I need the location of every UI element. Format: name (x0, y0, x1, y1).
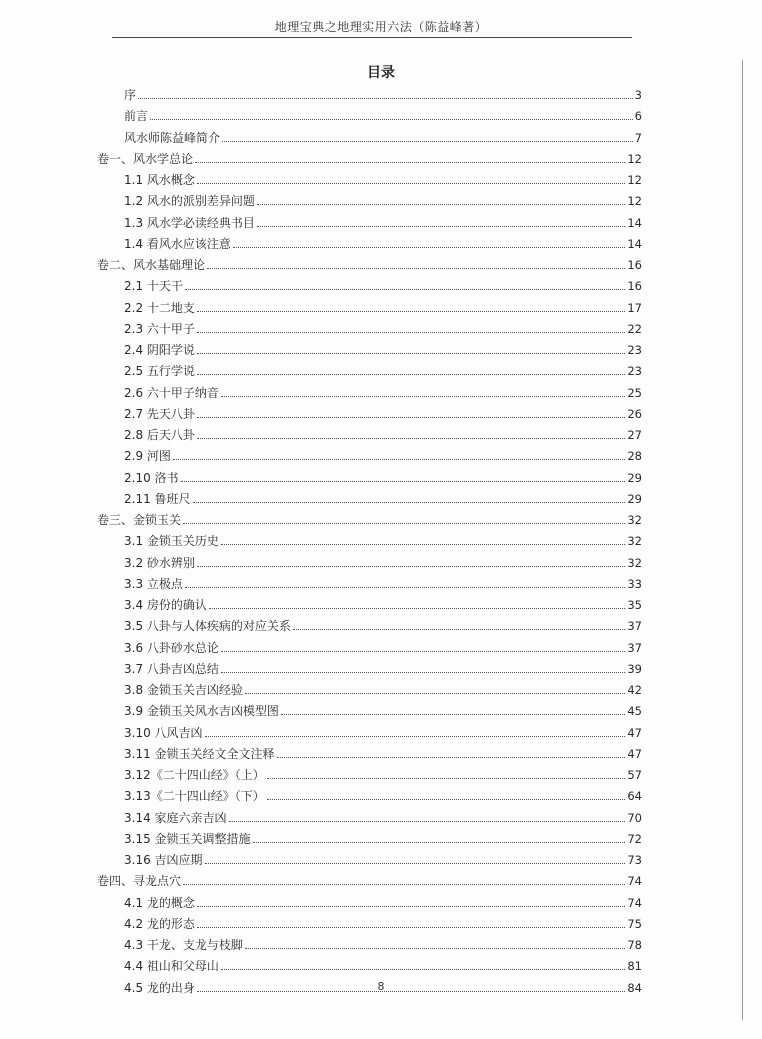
toc-entry-page: 32 (627, 513, 642, 527)
page-number: 8 (377, 980, 385, 993)
toc-entry-page: 35 (627, 598, 642, 612)
toc-entry-page: 29 (627, 470, 642, 485)
toc-entry-label: 3.3 立极点 (124, 576, 183, 591)
dot-leader (197, 906, 625, 907)
dot-leader (207, 268, 625, 269)
toc-entry-page: 74 (627, 895, 642, 910)
toc-entry-label: 3.14 家庭六亲吉凶 (124, 810, 227, 825)
toc-entry-page: 81 (627, 959, 642, 974)
toc-entry-page: 7 (634, 130, 642, 145)
toc-entry-label: 4.3 干龙、支龙与枝脚 (124, 938, 243, 952)
dot-leader (197, 353, 625, 354)
toc-entry-row (124, 297, 642, 315)
toc-entry-page: 23 (627, 364, 642, 379)
toc-entry-label: 2.1 十天干 (124, 279, 183, 294)
toc-title: 目录 (367, 65, 395, 81)
toc-entry-label: 4.4 祖山和父母山 (124, 959, 219, 974)
dot-leader (195, 162, 625, 163)
dot-leader (197, 311, 625, 312)
toc-entry-page: 16 (627, 279, 642, 294)
toc-entry-row (124, 892, 642, 910)
toc-entry-row (124, 807, 642, 825)
toc-entry-row (124, 530, 642, 548)
toc-entry-page: 17 (627, 300, 642, 315)
toc-entry-row (124, 233, 642, 251)
toc-entry-page: 47 (627, 725, 642, 740)
toc-entry-label: 卷二、风水基础理论 (97, 258, 206, 272)
toc-entry-label: 3.10 八风吉凶 (124, 725, 203, 740)
dot-leader (257, 204, 625, 205)
dot-leader (221, 672, 625, 673)
toc-entry-label: 2.6 六十甲子纳音 (124, 385, 219, 400)
toc-entry-label: 3.4 房份的确认 (124, 598, 207, 612)
toc-entry-page: 32 (627, 555, 642, 570)
dot-leader (197, 438, 625, 439)
toc-entry-label: 1.1 风水概念 (124, 173, 195, 187)
dot-leader (221, 396, 625, 397)
dot-leader (205, 863, 626, 864)
toc-entry-row (124, 679, 642, 697)
toc-entry-row (124, 573, 642, 591)
toc-entry-page: 25 (627, 385, 642, 400)
toc-section-row (97, 509, 642, 527)
dot-leader (183, 884, 625, 885)
dot-leader (205, 736, 626, 737)
page-edge-line (742, 60, 743, 1020)
toc-entry-page: 33 (627, 576, 642, 591)
toc-entry-page: 64 (627, 789, 642, 804)
toc-entry-label: 3.9 金锁玉关风水吉凶模型图 (124, 704, 279, 719)
toc-entry-page: 39 (627, 661, 642, 676)
dot-leader (267, 799, 626, 800)
toc-entry-label: 2.3 六十甲子 (124, 321, 195, 336)
dot-leader (197, 417, 625, 418)
toc-entry-label: 3.6 八卦砂水总论 (124, 640, 219, 655)
toc-entry-row (124, 169, 642, 187)
toc-entry-label: 风水师陈益峰简介 (124, 130, 221, 145)
dot-leader (138, 98, 633, 99)
toc-entry-label: 1.2 风水的派别差异问题 (124, 194, 255, 209)
toc-section-row (97, 148, 642, 166)
toc-entry-row (124, 105, 642, 123)
toc-entry-page: 73 (627, 853, 642, 867)
dot-leader (222, 141, 633, 142)
toc-entry-page: 12 (627, 194, 642, 209)
toc-entry-page: 72 (627, 831, 642, 846)
toc-entry-page: 22 (627, 321, 642, 336)
toc-entry-page: 14 (627, 236, 642, 251)
toc-entry-label: 4.2 龙的形态 (124, 916, 195, 931)
running-header: 地理宝典之地理实用六法（陈益峰著） (274, 20, 488, 34)
dot-leader (293, 629, 625, 630)
dot-leader (221, 969, 625, 970)
toc-entry-label: 2.4 阴阳学说 (124, 343, 195, 357)
toc-entry-row (124, 84, 642, 102)
dot-leader (185, 289, 625, 290)
dot-leader (221, 544, 625, 545)
toc-entry-label: 2.10 洛书 (124, 470, 179, 485)
toc-entry-page: 32 (627, 534, 642, 549)
toc-entry-page: 14 (627, 215, 642, 230)
toc-entry-page: 3 (634, 88, 642, 102)
toc-entry-row (124, 934, 642, 952)
toc-entry-label: 3.5 八卦与人体疾病的对应关系 (124, 619, 291, 634)
toc-entry-label: 2.2 十二地支 (124, 300, 195, 315)
toc-entry-row (124, 785, 642, 803)
dot-leader (197, 332, 625, 333)
toc-entry-page: 37 (627, 640, 642, 655)
toc-entry-row (124, 339, 642, 357)
dot-leader (197, 183, 625, 184)
dot-leader (233, 247, 625, 248)
toc-entry-page: 37 (627, 619, 642, 634)
toc-entry-label: 1.4 看风水应该注意 (124, 236, 231, 251)
toc-entry-page: 45 (627, 704, 642, 719)
dot-leader (173, 459, 625, 460)
toc-entry-row (124, 488, 642, 506)
toc-entry-row (124, 212, 642, 230)
dot-leader (183, 523, 625, 524)
toc-entry-row (124, 190, 642, 208)
toc-entry-label: 3.13《二十四山经》（下） (124, 789, 265, 804)
dot-leader (150, 119, 633, 120)
toc-entry-label: 2.7 先天八卦 (124, 406, 195, 421)
toc-entry-row (124, 127, 642, 145)
dot-leader (245, 948, 625, 949)
toc-entry-label: 3.1 金锁玉关历史 (124, 534, 219, 549)
toc-entry-label: 序 (124, 88, 137, 102)
dot-leader (181, 481, 626, 482)
toc-entry-row (124, 275, 642, 293)
toc-entry-page: 78 (627, 938, 642, 952)
toc-entry-label: 2.11 鲁班尺 (124, 491, 191, 506)
toc-entry-label: 2.8 后天八卦 (124, 428, 195, 442)
toc-entry-row (124, 913, 642, 931)
toc-entry-page: 27 (627, 428, 642, 442)
toc-entry-row (124, 722, 642, 740)
toc-entry-label: 3.7 八卦吉凶总结 (124, 661, 219, 676)
toc-entry-page: 12 (627, 151, 642, 166)
header-rule (112, 37, 632, 38)
toc-entry-row (124, 445, 642, 463)
dot-leader (221, 651, 625, 652)
toc-entry-label: 2.9 河图 (124, 449, 171, 464)
toc-entry-page: 84 (627, 980, 642, 995)
toc-entry-page: 75 (627, 916, 642, 931)
dot-leader (229, 821, 626, 822)
toc-entry-label: 3.15 金锁玉关调整措施 (124, 831, 251, 846)
toc-entry-label: 2.5 五行学说 (124, 364, 195, 379)
toc-entry-label: 卷三、金锁玉关 (97, 513, 182, 527)
toc-entry-row (124, 467, 642, 485)
toc-entry-page: 16 (627, 258, 642, 272)
toc-entry-row (124, 615, 642, 633)
dot-leader (281, 714, 625, 715)
toc-entry-row (124, 764, 642, 782)
toc-entry-row (124, 403, 642, 421)
toc-entry-row (124, 658, 642, 676)
toc-entry-row (124, 700, 642, 718)
dot-leader (185, 587, 625, 588)
toc-entry-row (124, 849, 642, 867)
toc-entry-row (124, 360, 642, 378)
toc-entry-label: 卷一、风水学总论 (97, 151, 194, 166)
toc-entry-page: 29 (627, 491, 642, 506)
dot-leader (253, 842, 626, 843)
dot-leader (245, 693, 625, 694)
toc-entry-label: 3.12《二十四山经》（上） (124, 768, 265, 782)
toc-entry-row (124, 637, 642, 655)
toc-entry-page: 47 (627, 746, 642, 761)
toc-entry-page: 70 (627, 810, 642, 825)
toc-entry-label: 4.5 龙的出身 (124, 980, 195, 995)
toc-entry-row (124, 382, 642, 400)
toc-entry-page: 42 (627, 683, 642, 697)
toc-entry-page: 26 (627, 406, 642, 421)
toc-entry-page: 6 (634, 109, 642, 124)
toc-entry-page: 28 (627, 449, 642, 464)
dot-leader (193, 502, 626, 503)
toc-section-row (97, 870, 642, 888)
toc-entry-label: 3.16 吉凶应期 (124, 853, 203, 867)
toc-entry-row (124, 955, 642, 973)
toc-entry-label: 前言 (124, 109, 149, 124)
dot-leader (197, 566, 625, 567)
dot-leader (197, 927, 625, 928)
toc-entry-row (124, 424, 642, 442)
dot-leader (197, 374, 625, 375)
toc-section-row (97, 254, 642, 272)
toc-entry-page: 23 (627, 343, 642, 357)
toc-entry-label: 卷四、寻龙点穴 (97, 874, 182, 889)
dot-leader (277, 757, 626, 758)
toc-entry-row (124, 594, 642, 612)
toc-entry-page: 12 (627, 173, 642, 187)
toc-entry-label: 4.1 龙的概念 (124, 895, 195, 910)
toc-entry-row (124, 552, 642, 570)
toc-entry-label: 1.3 风水学必读经典书目 (124, 215, 255, 230)
toc-entry-label: 3.8 金锁玉关吉凶经验 (124, 683, 243, 697)
toc-entry-row (124, 318, 642, 336)
toc-entry-page: 74 (627, 874, 642, 889)
dot-leader (257, 226, 625, 227)
toc-entry-row (124, 828, 642, 846)
toc-entry-label: 3.2 砂水辨别 (124, 555, 195, 570)
dot-leader (209, 608, 625, 609)
toc-entry-label: 3.11 金锁玉关经文全文注释 (124, 746, 275, 761)
toc-entry-page: 57 (627, 768, 642, 782)
dot-leader (267, 778, 626, 779)
toc-entry-row (124, 743, 642, 761)
